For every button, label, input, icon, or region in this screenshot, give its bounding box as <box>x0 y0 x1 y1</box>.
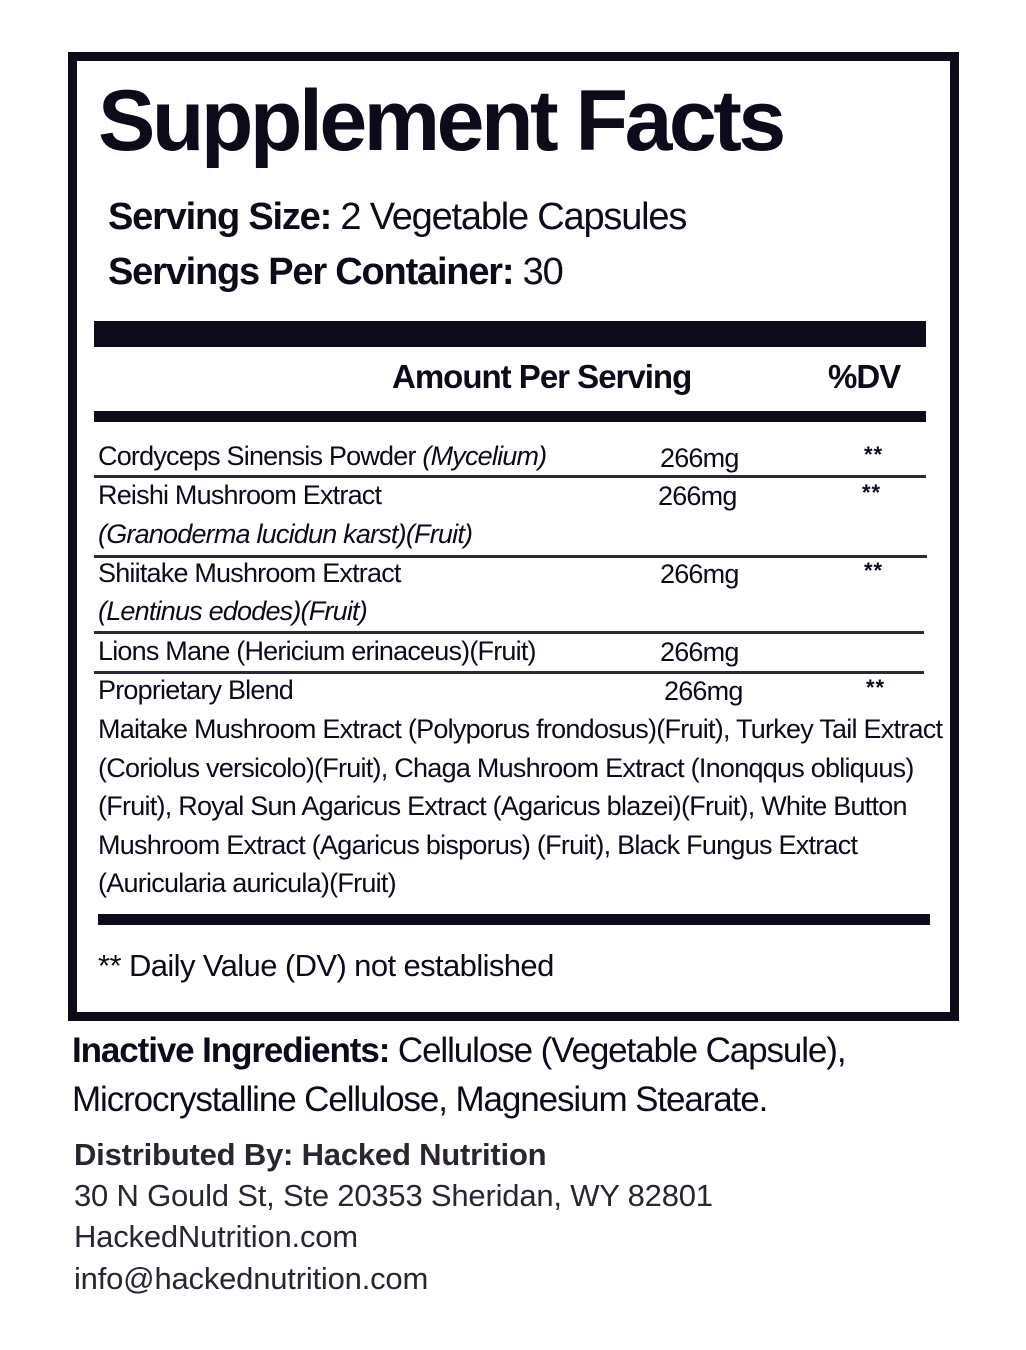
row-divider <box>94 475 926 478</box>
servings-per-container-label: Servings Per Container: <box>108 251 514 293</box>
distributor-name <box>74 1139 546 1170</box>
ingredient-amount: 266mg <box>660 637 739 667</box>
serving-size-value: 2 Vegetable Capsules <box>331 196 687 238</box>
ingredient-dv: ** <box>864 442 884 467</box>
ingredient-amount: 266mg <box>664 676 743 706</box>
ingredient-amount: 266mg <box>660 443 739 473</box>
ingredient-row-shiitake: Shiitake Mushroom Extract <box>98 558 401 588</box>
inactive-ingredients <box>72 1033 845 1068</box>
inactive-ingredients-line1: Cellulose (Vegetable Capsule), <box>389 1031 846 1070</box>
servings-per-container <box>108 253 563 291</box>
ingredient-dv: ** <box>862 480 882 505</box>
ingredient-source: (Lentinus edodes)(Fruit) <box>98 596 367 626</box>
ingredient-row-lions-mane: Lions Mane (Hericium erinaceus)(Fruit) <box>98 636 536 666</box>
dv-header: %DV <box>828 358 901 395</box>
distributor-label: Distributed By: Hacked Nutrition <box>74 1137 547 1172</box>
bottom-divider <box>98 914 930 925</box>
header-divider <box>94 411 926 422</box>
dv-footnote: ** Daily Value (DV) not established <box>98 948 554 983</box>
ingredient-row-reishi: Reishi Mushroom Extract <box>98 480 382 510</box>
thick-divider <box>94 321 926 347</box>
serving-size <box>108 198 686 236</box>
ingredient-source: (Granoderma lucidun karst)(Fruit) <box>98 519 473 549</box>
panel-title: Supplement Facts <box>98 73 783 169</box>
row-divider <box>94 631 924 634</box>
ingredient-dv: ** <box>866 675 886 700</box>
distributor-email[interactable]: info@hackednutrition.com <box>74 1261 429 1296</box>
ingredient-amount: 266mg <box>660 559 739 589</box>
amount-per-serving-header: Amount Per Serving <box>392 358 692 395</box>
ingredient-row-proprietary-blend: Proprietary Blend <box>98 675 294 705</box>
ingredient-row-cordyceps <box>98 443 546 470</box>
row-divider <box>94 671 924 674</box>
servings-per-container-value: 30 <box>513 251 563 293</box>
serving-size-label: Serving Size: <box>108 196 332 238</box>
proprietary-blend-contents: Maitake Mushroom Extract (Polyporus frondosus)(Fruit), Turkey Tail Extract (Coriolus versicolo)(Fruit), Chaga Mushroom Extract (Inonqqus obliquus)(Fruit), Royal Sun Agaricus Extract (Agaricus blazei)(Fruit), White Button Mushroom Extract (Agaricus bisporus) (Fruit), Black Fungus Extract (Auricularia auricula)(Fruit) <box>98 714 943 899</box>
ingredient-source: (Mycelium) <box>422 441 547 471</box>
distributor-website[interactable]: HackedNutrition.com <box>74 1219 358 1254</box>
inactive-ingredients-label: Inactive Ingredients: <box>72 1031 390 1070</box>
ingredient-amount: 266mg <box>658 481 737 511</box>
ingredient-dv: ** <box>864 558 884 583</box>
inactive-ingredients-line2: Microcrystalline Cellulose, Magnesium Stearate. <box>72 1080 768 1119</box>
distributor-address: 30 N Gould St, Ste 20353 Sheridan, WY 82801 <box>74 1178 713 1213</box>
ingredient-name: Cordyceps Sinensis Powder <box>98 441 423 471</box>
